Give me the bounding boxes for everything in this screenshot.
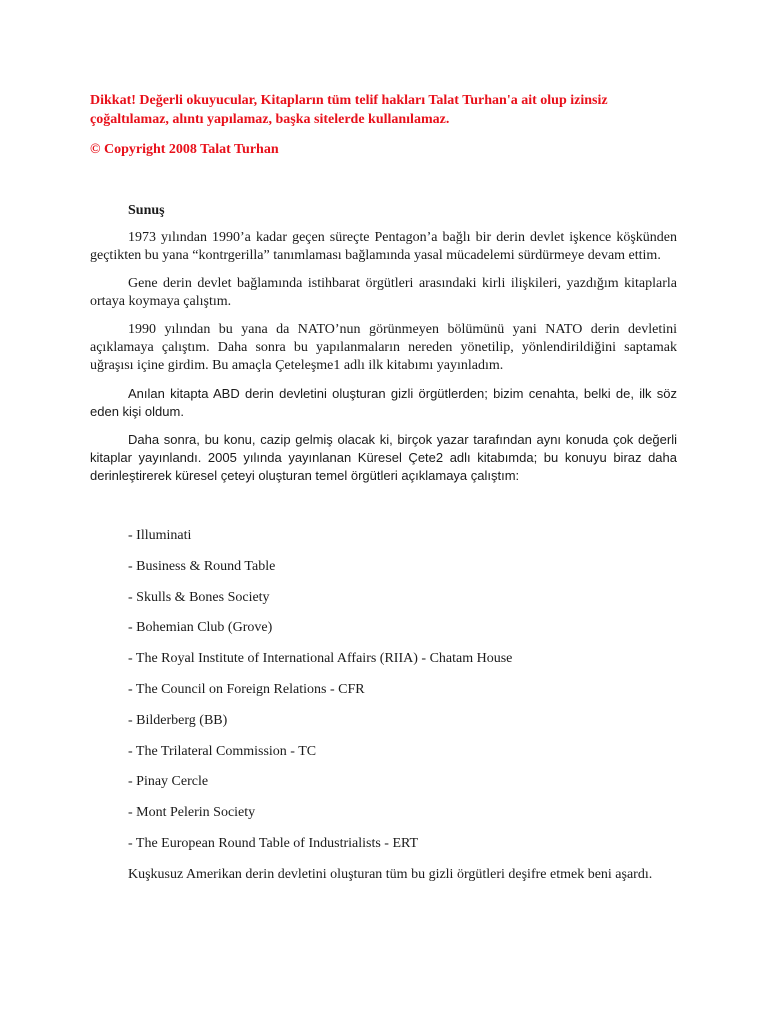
list-item: - Mont Pelerin Society (128, 805, 256, 821)
paragraph-1: 1973 yılından 1990’a kadar geçen süreçte Pentagon’a bağlı bir derin devlet işkence köşkünden geçtikten bu yana “kontrgerilla” tanımlaması bağlamında yasal mücadelemi sürdürmeye devam ettim. (90, 230, 677, 263)
paragraph-3: 1990 yılından bu yana da NATO’nun görünmeyen bölümünü yani NATO derin devletini açıklamaya çalıştım. Daha sonra bu yapılanmaların nereden yönetilip, yönlendirildiğini saptamak uğraşısı içine girdim. Bu amaçla Çeteleşme1 adlı ilk kitabımı yayınladım. (90, 322, 677, 373)
list-item: - The Royal Institute of International Affairs (RIIA) - Chatam House (128, 651, 513, 667)
list-item: - The Council on Foreign Relations - CFR (128, 681, 365, 697)
organization-list (128, 526, 677, 853)
section-title: Sunuş (128, 203, 165, 218)
paragraph-4: Anılan kitapta ABD derin devletini oluşturan gizli örgütlerden; bizim cenahta, belki de, ilk söz eden kişi oldum. (90, 386, 677, 419)
copyright-line: © Copyright 2008 Talat Turhan (90, 142, 279, 157)
list-item: - Bohemian Club (Grove) (128, 620, 273, 636)
closing-paragraph: Kuşkusuz Amerikan derin devletini oluşturan tüm bu gizli örgütleri deşifre etmek beni aşardı. (128, 866, 653, 882)
list-item: - The European Round Table of Industrialists - ERT (128, 835, 419, 851)
list-item: - Business & Round Table (128, 558, 276, 574)
list-item: - Skulls & Bones Society (128, 589, 270, 605)
list-item: - Pinay Cercle (128, 774, 209, 790)
document-page (90, 91, 677, 884)
paragraph-5: Daha sonra, bu konu, cazip gelmiş olacak ki, birçok yazar tarafından aynı konuda çok değerli kitaplar yayınlandı. 2005 yılında yayınlanan Küresel Çete2 adlı kitabımda; bu konuyu biraz daha derinleştirerek küresel çeteyi oluşturan temel örgütleri açıklamaya çalıştım: (90, 432, 677, 483)
list-item: - The Trilateral Commission - TC (128, 743, 317, 759)
list-item: - Illuminati (128, 528, 192, 543)
copyright-warning: Dikkat! Değerli okuyucular, Kitapların tüm telif hakları Talat Turhan'a ait olup izinsiz çoğaltılamaz, alıntı yapılamaz, başka sitelerde kullanılamaz. (90, 93, 608, 127)
paragraph-2: Gene derin devlet bağlamında istihbarat örgütleri arasındaki kirli ilişkileri, yazdığım kitaplarla ortaya koymaya çalıştım. (90, 276, 677, 309)
list-item: - Bilderberg (BB) (128, 712, 228, 728)
